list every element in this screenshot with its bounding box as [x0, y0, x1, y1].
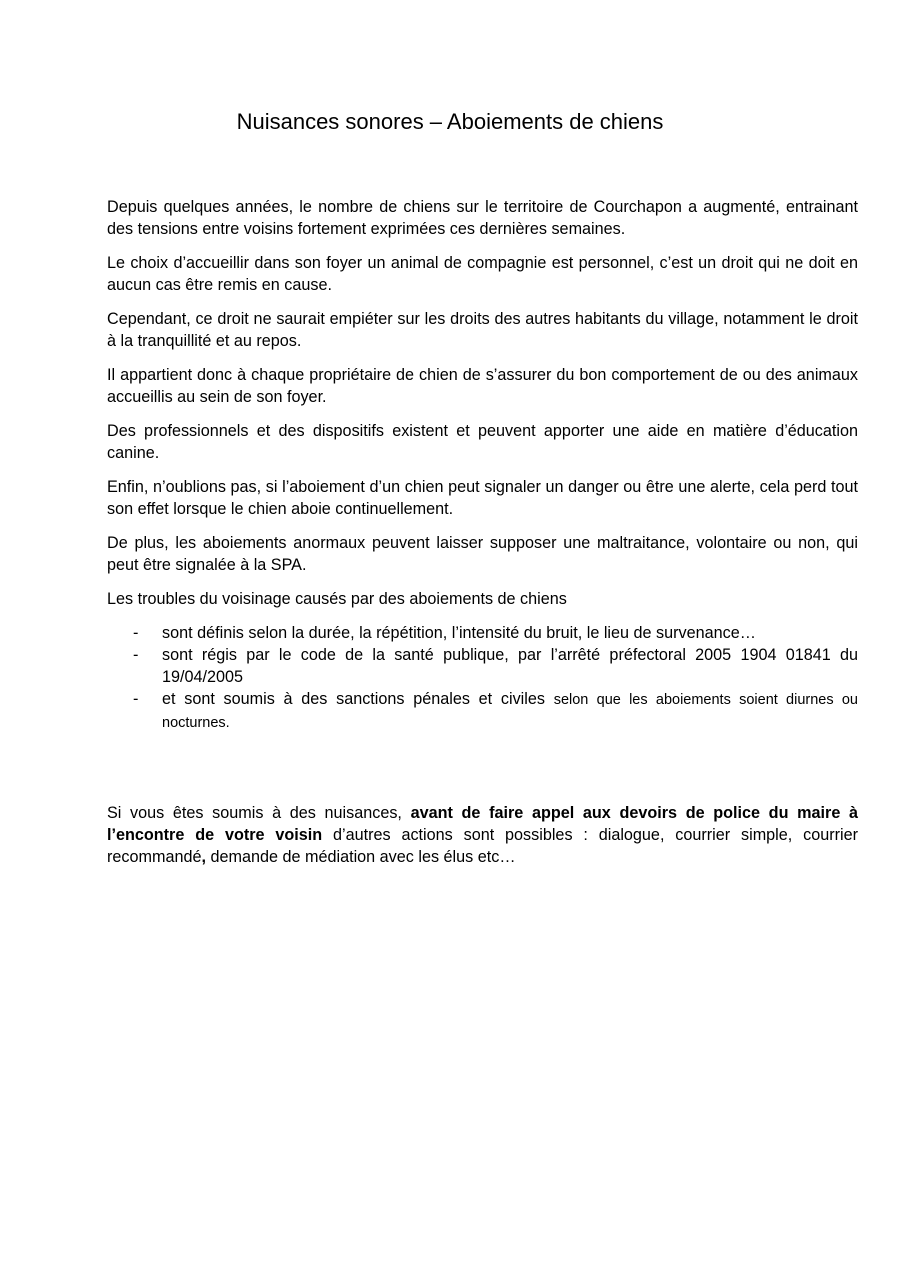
document-body	[107, 196, 858, 734]
list-item-text: et sont soumis à des sanctions pénales et civiles	[162, 690, 545, 708]
list-item	[107, 688, 858, 734]
closing-bold-text: avant de faire appel aux devoirs de police du maire à l’encontre de votre voisin	[107, 804, 858, 844]
closing-intro: Si vous êtes soumis à des nuisances,	[107, 804, 411, 822]
bullet-dash: -	[133, 646, 139, 664]
paragraph-professional-help: Des professionnels et des dispositifs existent et peuvent apporter une aide en matière d’éducation canine.	[107, 422, 858, 462]
closing-rest: d’autres actions sont possibles : dialogue, courrier simple, courrier recommandé	[107, 826, 859, 866]
list-item-text-small: selon que les aboiements soient diurnes ou nocturnes.	[162, 692, 858, 731]
paragraph-danger-signal: Enfin, n’oublions pas, si l’aboiement d’un chien peut signaler un danger ou être une alerte, cela perd tout son effet lorsque le chien aboie continuellement.	[107, 478, 858, 518]
list-item	[107, 644, 858, 688]
closing-paragraph	[107, 802, 858, 868]
list-item-text: sont définis selon la durée, la répétition, l’intensité du bruit, le lieu de survenance…	[162, 624, 756, 642]
document-title: Nuisances sonores – Aboiements de chiens	[236, 109, 664, 134]
list-item-text: sont régis par le code de la santé publique, par l’arrêté préfectoral 2005 1904 01841 du 19/04/2005	[162, 646, 858, 686]
paragraph-owner-responsibility: Il appartient donc à chaque propriétaire de chien de s’assurer du bon comportement de ou des animaux accueillis au sein de son foyer.	[107, 366, 858, 406]
list-item	[107, 622, 858, 644]
paragraph-personal-choice: Le choix d’accueillir dans son foyer un animal de compagnie est personnel, c’est un droit qui ne doit en aucun cas être remis en cause.	[107, 254, 858, 294]
bullet-dash: -	[133, 690, 139, 708]
troubles-list	[107, 622, 858, 734]
paragraph-rights-of-others: Cependant, ce droit ne saurait empiéter sur les droits des autres habitants du village, notamment le droit à la tranquillité et au repos.	[107, 310, 858, 350]
bullet-dash: -	[133, 624, 139, 642]
paragraph-dog-increase: Depuis quelques années, le nombre de chiens sur le territoire de Courchapon a augmenté, entrainant des tensions entre voisins fortement exprimées ces dernières semaines.	[107, 198, 858, 238]
closing-comma: ,	[201, 848, 206, 866]
closing-end: demande de médiation avec les élus etc…	[205, 848, 516, 866]
paragraph-troubles-intro: Les troubles du voisinage causés par des aboiements de chiens	[107, 590, 567, 608]
paragraph-mistreatment: De plus, les aboiements anormaux peuvent laisser supposer une maltraitance, volontaire ou non, qui peut être signalée à la SPA.	[107, 534, 858, 574]
